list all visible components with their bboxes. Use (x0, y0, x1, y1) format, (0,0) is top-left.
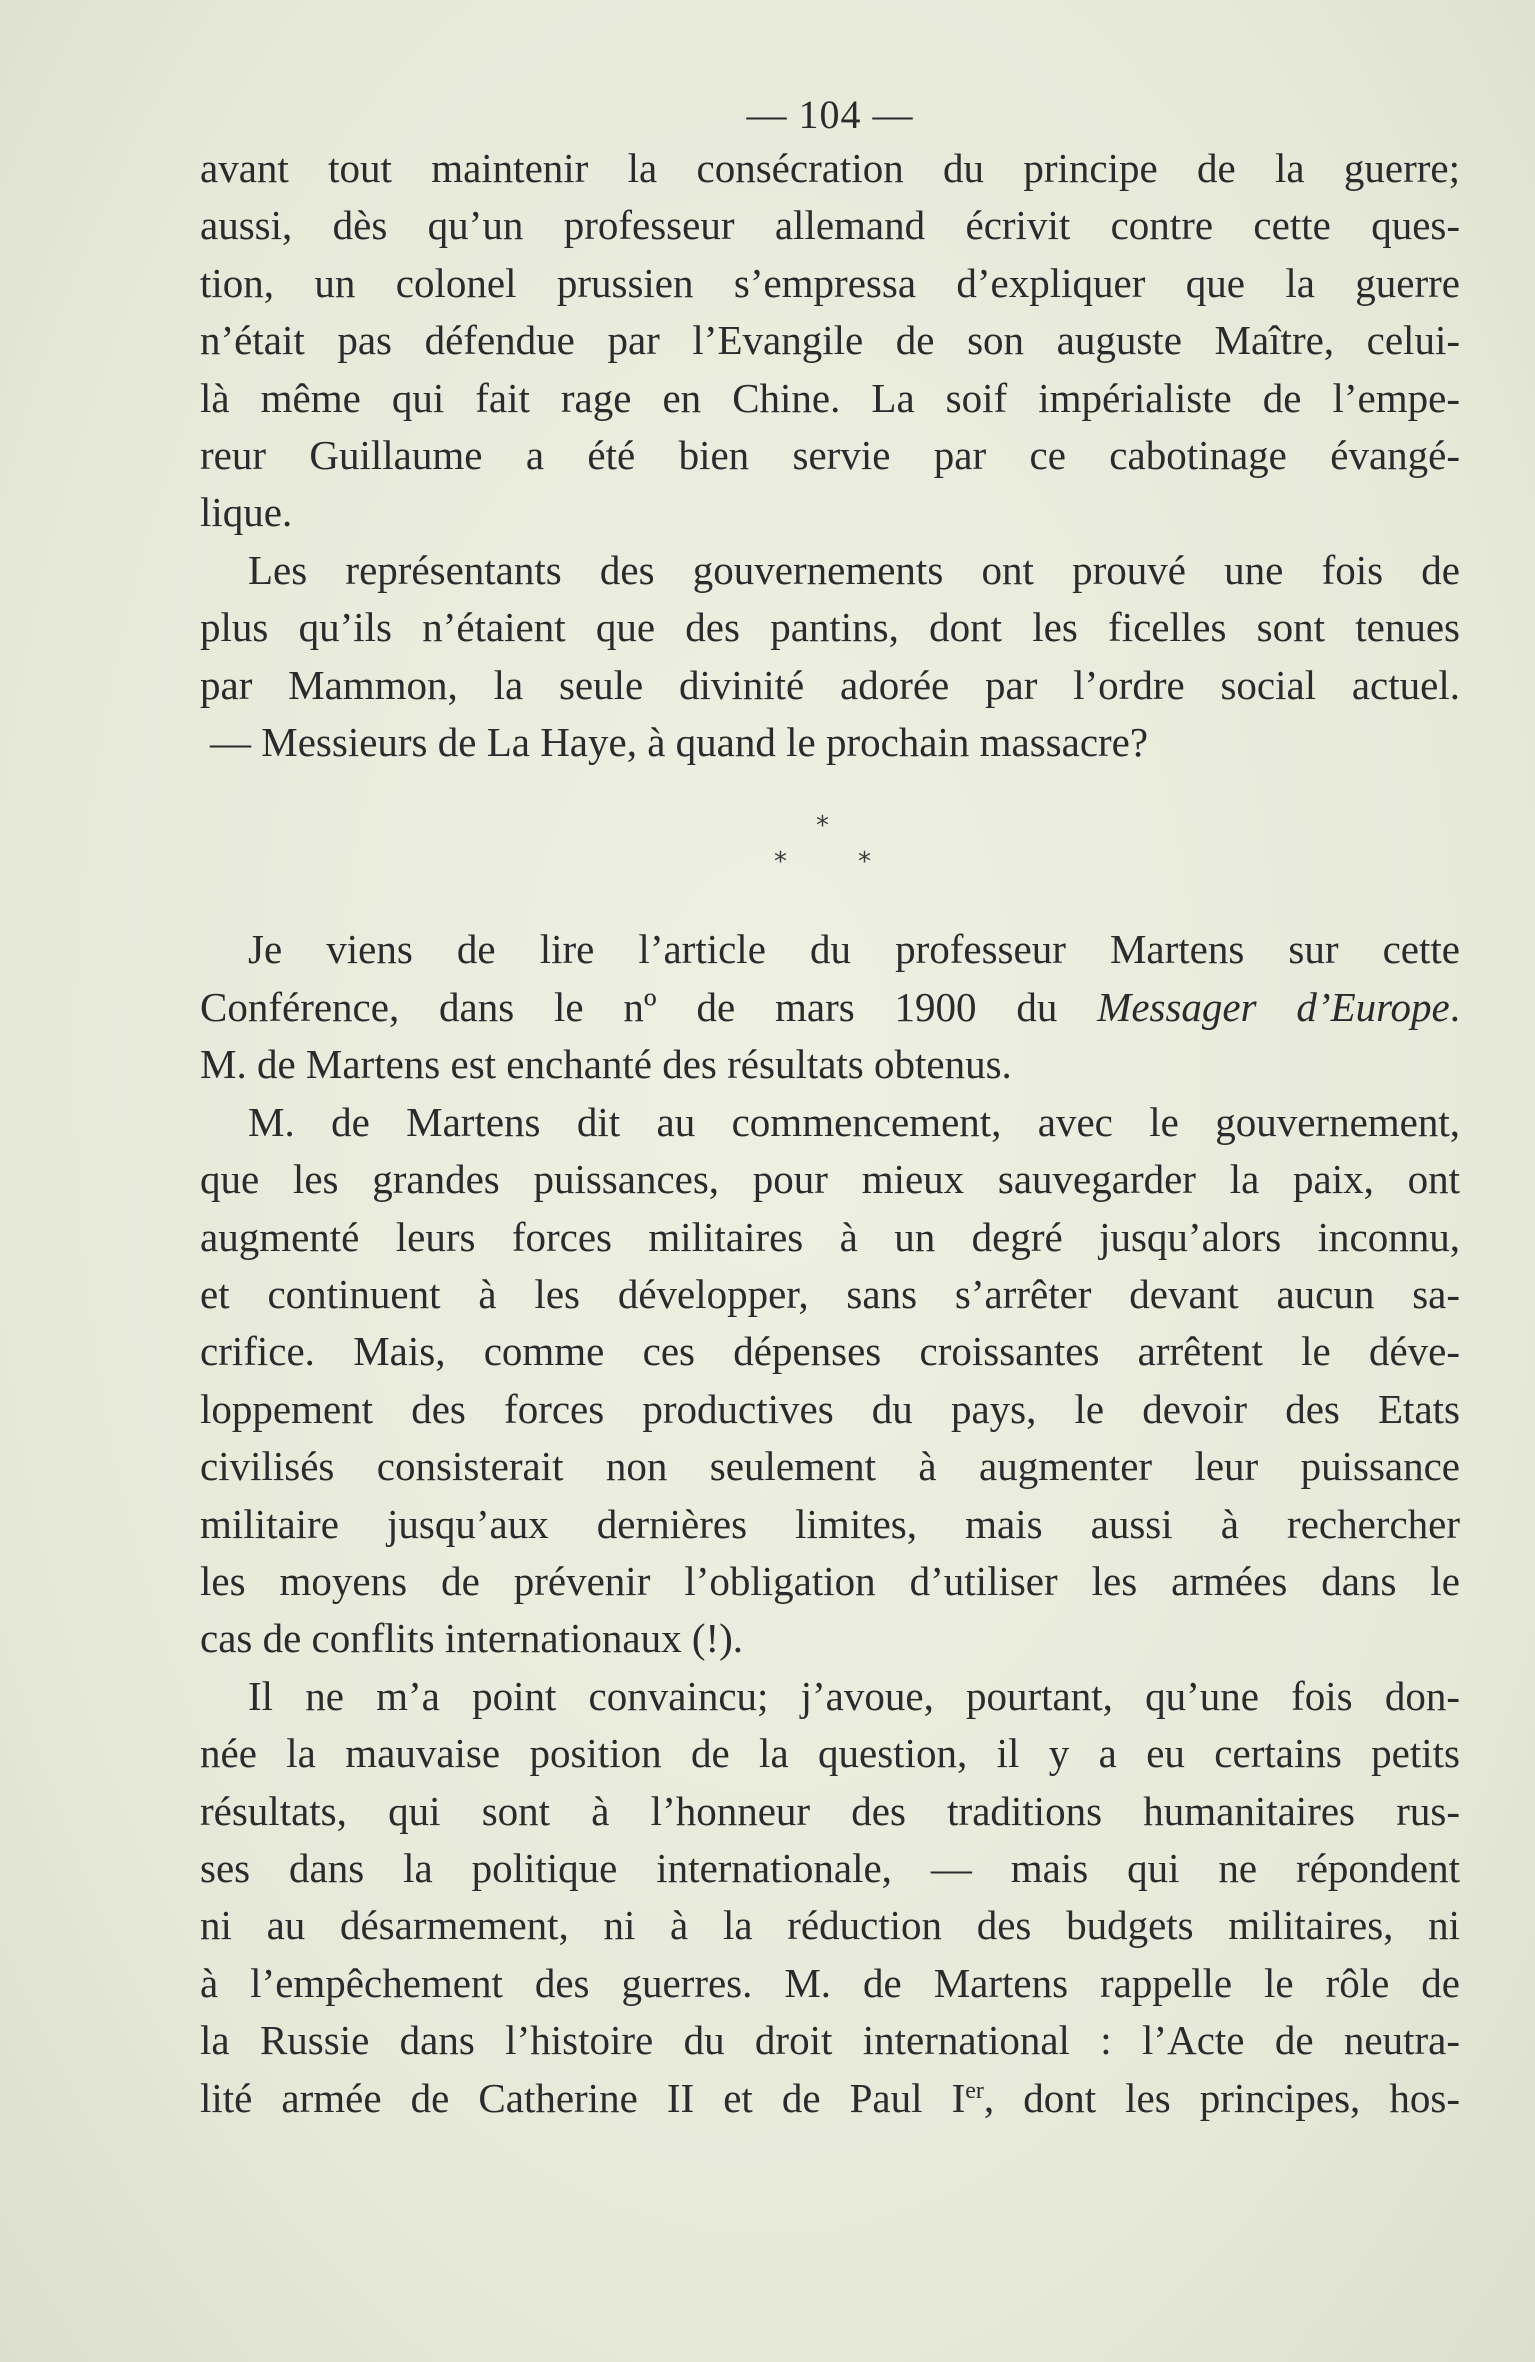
text-line: plus qu’ils n’étaient que des pantins, dont les ficelles sont tenues (200, 604, 1460, 651)
paragraph-5 (200, 1668, 1460, 2127)
text-fragment: Conférence, dans le nº de mars 1900 du (200, 983, 1098, 1030)
star-icon: * (774, 847, 787, 878)
text-fragment: , dont les principes, hos- (983, 2074, 1460, 2121)
journal-title: Messager d’Europe (1097, 983, 1450, 1030)
text-line: crifice. Mais, comme ces dépenses croissantes arrêtent le déve- (200, 1328, 1460, 1375)
text-line: tion, un colonel prussien s’empressa d’expliquer que la guerre (200, 259, 1460, 306)
text-line: loppement des forces productives du pays, le devoir des Etats (200, 1385, 1460, 1432)
text-line: cas de conflits internationaux (!). (200, 1615, 744, 1662)
text-fragment: . (1449, 983, 1460, 1030)
text-line: augmenté leurs forces militaires à un degré jusqu’alors inconnu, (200, 1213, 1460, 1260)
text-line: ni au désarmement, ni à la réduction des budgets militaires, ni (200, 1902, 1460, 1949)
text-line: militaire jusqu’aux dernières limites, mais aussi à rechercher (200, 1500, 1460, 1547)
text-line: M. de Martens est enchanté des résultats obtenus. (200, 1041, 1012, 1088)
text-line: avant tout maintenir la consécration du principe de la guerre; (200, 145, 1460, 191)
superscript: er (965, 2077, 984, 2104)
page-number: — 104 — (746, 92, 914, 137)
text-line: M. de Martens dit au commencement, avec le gouvernement, (248, 1098, 1460, 1145)
text-line-with-superscript (200, 2070, 1460, 2127)
paragraph-3 (200, 921, 1460, 1093)
text-line: aussi, dès qu’un professeur allemand écrivit contre cette ques- (200, 202, 1460, 249)
text-line: Je viens de lire l’article du professeur Martens sur cette (248, 926, 1460, 973)
text-line: — Messieurs de La Haye, à quand le prochain massacre? (210, 719, 1149, 766)
star-icon: * (816, 811, 829, 842)
text-line: que les grandes puissances, pour mieux sauvegarder la paix, ont (200, 1156, 1460, 1203)
paragraph-2 (200, 542, 1460, 772)
text-line: résultats, qui sont à l’honneur des traditions humanitaires rus- (200, 1787, 1460, 1834)
text-line: ses dans la politique internationale, — mais qui ne répondent (200, 1844, 1460, 1891)
paragraph-1 (200, 140, 1460, 542)
paragraph-4 (200, 1094, 1460, 1668)
text-line: née la mauvaise position de la question, il y a eu certains petits (200, 1730, 1460, 1777)
text-line: là même qui fait rage en Chine. La soif impérialiste de l’empe- (200, 374, 1460, 421)
text-line: la Russie dans l’histoire du droit international : l’Acte de neutra- (200, 2017, 1460, 2064)
text-line: lique. (200, 489, 293, 536)
star-icon: * (858, 847, 871, 878)
text-line: les moyens de prévenir l’obligation d’utiliser les armées dans le (200, 1557, 1460, 1604)
asterism-separator (200, 771, 1460, 921)
text-line: Il ne m’a point convaincu; j’avoue, pourtant, qu’une fois don- (248, 1672, 1460, 1719)
text-block (200, 90, 1460, 2127)
text-line: à l’empêchement des guerres. M. de Martens rappelle le rôle de (200, 1959, 1460, 2006)
text-line-with-title (200, 979, 1460, 1036)
text-line: Les représentants des gouvernements ont prouvé une fois de (248, 546, 1460, 593)
text-line: civilisés consisterait non seulement à augmenter leur puissance (200, 1443, 1460, 1490)
text-line: et continuent à les développer, sans s’arrêter devant aucun sa- (200, 1270, 1460, 1317)
text-fragment: lité armée de Catherine II et de Paul I (200, 2074, 966, 2121)
text-line: par Mammon, la seule divinité adorée par l’ordre social actuel. (200, 661, 1460, 708)
text-line: reur Guillaume a été bien servie par ce cabotinage évangé- (200, 432, 1460, 479)
text-line: n’était pas défendue par l’Evangile de son auguste Maître, celui- (200, 317, 1460, 364)
